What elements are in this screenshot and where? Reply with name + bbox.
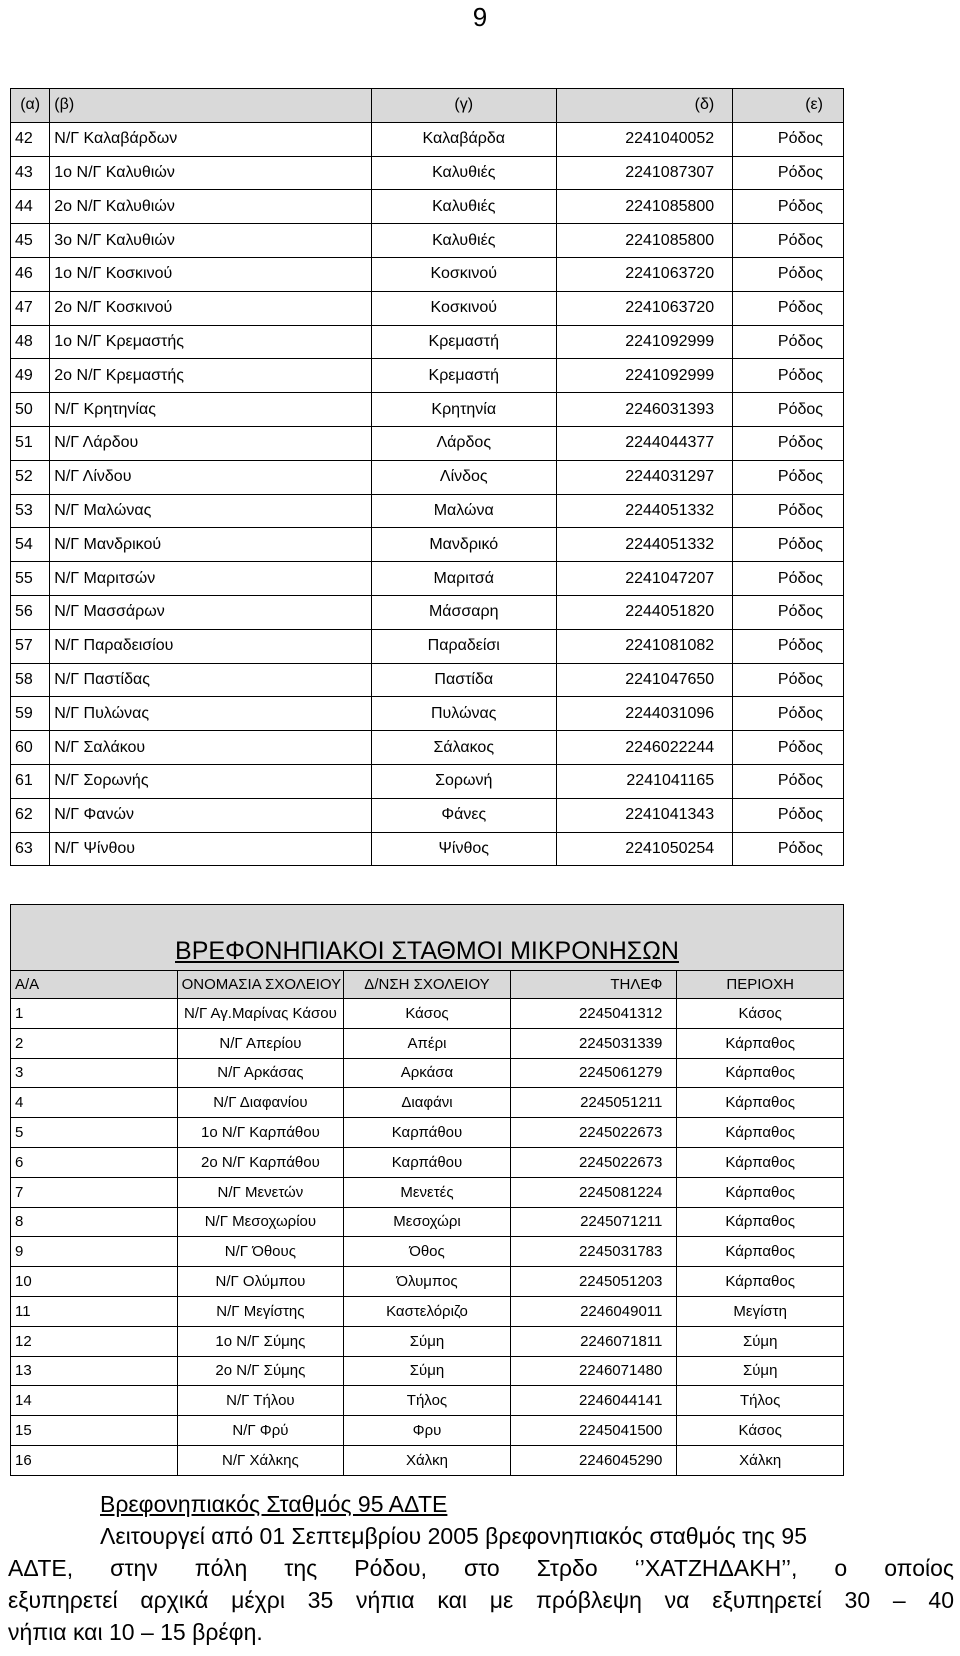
table-row (11, 731, 844, 765)
cell-location: Χάλκη (344, 1445, 511, 1475)
cell-name: Ν/Γ Διαφανίου (177, 1088, 344, 1118)
cell-name: Ν/Γ Μανδρικού (50, 528, 371, 562)
cell-number: 58 (11, 663, 50, 697)
cell-location: Μαριτσά (371, 562, 556, 596)
table-row (11, 663, 844, 697)
cell-number: 2 (11, 1028, 178, 1058)
cell-phone: 2246022244 (556, 731, 732, 765)
cell-name: Ν/Γ Φρύ (177, 1416, 344, 1446)
cell-number: 53 (11, 494, 50, 528)
table-row (11, 764, 844, 798)
cell-number: 44 (11, 190, 50, 224)
table-row (11, 697, 844, 731)
cell-number: 7 (11, 1177, 178, 1207)
cell-location: Μανδρικό (371, 528, 556, 562)
cell-location: Κρεμαστή (371, 359, 556, 393)
page-number: 9 (472, 2, 488, 32)
cell-area: Ρόδος (733, 359, 844, 393)
cell-location: Παραδείσι (371, 629, 556, 663)
column-header: ΟΝΟΜΑΣΙΑ ΣΧΟΛΕΙΟΥ (177, 971, 344, 999)
cell-area: Σύμη (677, 1326, 844, 1356)
table-row (11, 1326, 844, 1356)
cell-name: Ν/Γ Παραδεισίου (50, 629, 371, 663)
cell-number: 3 (11, 1058, 178, 1088)
cell-area: Κάρπαθος (677, 1207, 844, 1237)
cell-number: 15 (11, 1416, 178, 1446)
cell-location: Διαφάνι (344, 1088, 511, 1118)
cell-number: 49 (11, 359, 50, 393)
cell-area: Ρόδος (733, 697, 844, 731)
cell-name: Ν/Γ Αρκάσας (177, 1058, 344, 1088)
table-row (11, 291, 844, 325)
cell-phone: 2241047650 (556, 663, 732, 697)
kindergarten-table-islands (10, 904, 844, 1476)
cell-area: Ρόδος (733, 460, 844, 494)
table-row (11, 1028, 844, 1058)
cell-number: 6 (11, 1147, 178, 1177)
table-row (11, 190, 844, 224)
cell-name: Ν/Γ Αγ.Μαρίνας Κάσου (177, 999, 344, 1029)
cell-area: Ρόδος (733, 426, 844, 460)
cell-location: Καρπάθου (344, 1147, 511, 1177)
cell-phone: 2244051332 (556, 528, 732, 562)
cell-phone: 2244051820 (556, 595, 732, 629)
cell-area: Κάσος (677, 999, 844, 1029)
table-row (11, 1267, 844, 1297)
cell-number: 11 (11, 1296, 178, 1326)
cell-area: Ρόδος (733, 393, 844, 427)
table-row (11, 1177, 844, 1207)
cell-area: Κάρπαθος (677, 1118, 844, 1148)
table-row (11, 460, 844, 494)
cell-location: Σύμη (344, 1326, 511, 1356)
cell-name: Ν/Γ Σαλάκου (50, 731, 371, 765)
cell-name: Ν/Γ Φανών (50, 798, 371, 832)
cell-number: 42 (11, 122, 50, 156)
cell-number: 56 (11, 595, 50, 629)
cell-phone: 2246045290 (510, 1445, 677, 1475)
table-row (11, 359, 844, 393)
note-line: ΑΔΤΕ, στην πόλη της Ρόδου, στο Στρδο ‘’ΧΑΤΖΗΔΑΚΗ’’, ο οποίος (8, 1555, 954, 1581)
cell-name: 1ο Ν/Γ Σύμης (177, 1326, 344, 1356)
table-row (11, 1147, 844, 1177)
cell-number: 57 (11, 629, 50, 663)
table-header-row (11, 971, 844, 999)
cell-phone: 2244051332 (556, 494, 732, 528)
column-header: ΠΕΡΙΟΧΗ (677, 971, 844, 999)
cell-name: Ν/Γ Όθους (177, 1237, 344, 1267)
cell-area: Ρόδος (733, 325, 844, 359)
cell-area: Κάρπαθος (677, 1088, 844, 1118)
cell-phone: 2245022673 (510, 1147, 677, 1177)
table-title-row (11, 905, 844, 971)
cell-location: Αρκάσα (344, 1058, 511, 1088)
table-row (11, 1386, 844, 1416)
cell-area: Ρόδος (733, 663, 844, 697)
cell-number: 1 (11, 999, 178, 1029)
cell-phone: 2241040052 (556, 122, 732, 156)
table-row (11, 1445, 844, 1475)
table-row (11, 1058, 844, 1088)
cell-location: Κάσος (344, 999, 511, 1029)
cell-area: Κάρπαθος (677, 1237, 844, 1267)
cell-area: Ρόδος (733, 832, 844, 866)
cell-number: 54 (11, 528, 50, 562)
column-header: Δ/ΝΣΗ ΣΧΟΛΕΙΟΥ (344, 971, 511, 999)
table-row (11, 528, 844, 562)
table-row (11, 595, 844, 629)
cell-location: Καλυθιές (371, 224, 556, 258)
cell-phone: 2241063720 (556, 291, 732, 325)
cell-number: 12 (11, 1326, 178, 1356)
cell-area: Κάρπαθος (677, 1028, 844, 1058)
column-header: ΤΗΛΕΦ (510, 971, 677, 999)
cell-phone: 2244031297 (556, 460, 732, 494)
note-line: Λειτουργεί από 01 Σεπτεμβρίου 2005 βρεφονηπιακός σταθμός της 95 (100, 1523, 808, 1549)
table-row (11, 224, 844, 258)
cell-location: Κρεμαστή (371, 325, 556, 359)
cell-phone: 2245022673 (510, 1118, 677, 1148)
cell-location: Απέρι (344, 1028, 511, 1058)
cell-phone: 2244044377 (556, 426, 732, 460)
cell-number: 59 (11, 697, 50, 731)
cell-phone: 2245031339 (510, 1028, 677, 1058)
cell-location: Παστίδα (371, 663, 556, 697)
table-row (11, 325, 844, 359)
cell-phone: 2241047207 (556, 562, 732, 596)
table-row (11, 1088, 844, 1118)
table-row (11, 122, 844, 156)
cell-number: 16 (11, 1445, 178, 1475)
table-row (11, 1296, 844, 1326)
cell-name: Ν/Γ Μαριτσών (50, 562, 371, 596)
cell-phone: 2241041165 (556, 764, 732, 798)
cell-area: Ρόδος (733, 798, 844, 832)
table-row (11, 1416, 844, 1446)
cell-name: Ν/Γ Απερίου (177, 1028, 344, 1058)
cell-phone: 2241041343 (556, 798, 732, 832)
table-row (11, 1356, 844, 1386)
cell-location: Λάρδος (371, 426, 556, 460)
cell-location: Φάνες (371, 798, 556, 832)
cell-phone: 2245071211 (510, 1207, 677, 1237)
table-row (11, 832, 844, 866)
cell-area: Ρόδος (733, 528, 844, 562)
cell-location: Λίνδος (371, 460, 556, 494)
cell-location: Κρητηνία (371, 393, 556, 427)
cell-area: Κάρπαθος (677, 1058, 844, 1088)
column-header: (γ) (371, 89, 556, 123)
cell-phone: 2244031096 (556, 697, 732, 731)
cell-number: 13 (11, 1356, 178, 1386)
kindergarten-table-rhodes (10, 88, 844, 866)
column-header: (ε) (733, 89, 844, 123)
cell-number: 46 (11, 257, 50, 291)
cell-phone: 2246071811 (510, 1326, 677, 1356)
cell-number: 62 (11, 798, 50, 832)
cell-area: Ρόδος (733, 122, 844, 156)
cell-area: Ρόδος (733, 156, 844, 190)
column-header: (α) (11, 89, 50, 123)
cell-number: 55 (11, 562, 50, 596)
table-row (11, 1207, 844, 1237)
cell-name: Ν/Γ Μεγίστης (177, 1296, 344, 1326)
cell-area: Χάλκη (677, 1445, 844, 1475)
cell-phone: 2241092999 (556, 325, 732, 359)
cell-name: Ν/Γ Μεσοχωρίου (177, 1207, 344, 1237)
cell-area: Ρόδος (733, 595, 844, 629)
cell-area: Ρόδος (733, 291, 844, 325)
cell-area: Τήλος (677, 1386, 844, 1416)
cell-area: Ρόδος (733, 562, 844, 596)
cell-name: Ν/Γ Καλαβάρδων (50, 122, 371, 156)
table-row (11, 257, 844, 291)
table-title-cell (11, 905, 844, 971)
cell-location: Κοσκινού (371, 291, 556, 325)
cell-number: 4 (11, 1088, 178, 1118)
cell-phone: 2245031783 (510, 1237, 677, 1267)
table-title: ΒΡΕΦΟΝΗΠΙΑΚΟΙ ΣΤΑΘΜΟΙ ΜΙΚΡΟΝΗΣΩΝ (175, 937, 679, 965)
cell-location: Ψίνθος (371, 832, 556, 866)
table-row (11, 494, 844, 528)
cell-number: 43 (11, 156, 50, 190)
cell-location: Καρπάθου (344, 1118, 511, 1148)
note-section (8, 1488, 954, 1648)
note-line: εξυπηρετεί αρχικά μέχρι 35 νήπια και με πρόβλεψη να εξυπηρετεί 30 – 40 (8, 1587, 954, 1613)
cell-number: 8 (11, 1207, 178, 1237)
table-row (11, 1237, 844, 1267)
cell-phone: 2241085800 (556, 224, 732, 258)
table-row (11, 426, 844, 460)
cell-name: Ν/Γ Κρητηνίας (50, 393, 371, 427)
cell-area: Κάρπαθος (677, 1267, 844, 1297)
cell-number: 45 (11, 224, 50, 258)
cell-location: Μεσοχώρι (344, 1207, 511, 1237)
cell-phone: 2241087307 (556, 156, 732, 190)
cell-area: Κάσος (677, 1416, 844, 1446)
cell-area: Ρόδος (733, 494, 844, 528)
table-row (11, 156, 844, 190)
cell-phone: 2245051203 (510, 1267, 677, 1297)
cell-area: Ρόδος (733, 629, 844, 663)
cell-name: Ν/Γ Μαλώνας (50, 494, 371, 528)
cell-location: Καλυθιές (371, 190, 556, 224)
cell-area: Ρόδος (733, 764, 844, 798)
cell-location: Όθος (344, 1237, 511, 1267)
cell-name: 1ο Ν/Γ Κρεμαστής (50, 325, 371, 359)
cell-location: Φρυ (344, 1416, 511, 1446)
cell-location: Μενετές (344, 1177, 511, 1207)
cell-location: Κοσκινού (371, 257, 556, 291)
cell-area: Ρόδος (733, 731, 844, 765)
cell-location: Καλαβάρδα (371, 122, 556, 156)
cell-area: Μεγίστη (677, 1296, 844, 1326)
cell-phone: 2245041500 (510, 1416, 677, 1446)
table-row (11, 562, 844, 596)
table-row (11, 798, 844, 832)
cell-name: 2ο Ν/Γ Σύμης (177, 1356, 344, 1386)
cell-name: Ν/Γ Μενετών (177, 1177, 344, 1207)
cell-location: Καλυθιές (371, 156, 556, 190)
cell-phone: 2241050254 (556, 832, 732, 866)
cell-phone: 2241063720 (556, 257, 732, 291)
cell-area: Ρόδος (733, 257, 844, 291)
cell-phone: 2246044141 (510, 1386, 677, 1416)
cell-phone: 2245051211 (510, 1088, 677, 1118)
cell-location: Μάσσαρη (371, 595, 556, 629)
cell-location: Τήλος (344, 1386, 511, 1416)
note-line: νήπια και 10 – 15 βρέφη. (8, 1619, 263, 1645)
cell-name: Ν/Γ Παστίδας (50, 663, 371, 697)
cell-name: 2ο Ν/Γ Κοσκινού (50, 291, 371, 325)
cell-number: 60 (11, 731, 50, 765)
cell-phone: 2245061279 (510, 1058, 677, 1088)
cell-phone: 2245081224 (510, 1177, 677, 1207)
cell-phone: 2246031393 (556, 393, 732, 427)
table-row (11, 1118, 844, 1148)
cell-area: Κάρπαθος (677, 1147, 844, 1177)
column-header: (β) (50, 89, 371, 123)
cell-name: 3ο Ν/Γ Καλυθιών (50, 224, 371, 258)
cell-name: 2ο Ν/Γ Καρπάθου (177, 1147, 344, 1177)
note-heading: Βρεφονηπιακός Σταθμός 95 ΑΔΤΕ (100, 1491, 448, 1517)
cell-number: 9 (11, 1237, 178, 1267)
cell-phone: 2241081082 (556, 629, 732, 663)
table-header-row (11, 89, 844, 123)
cell-name: 1ο Ν/Γ Καρπάθου (177, 1118, 344, 1148)
cell-name: Ν/Γ Λίνδου (50, 460, 371, 494)
cell-location: Σάλακος (371, 731, 556, 765)
cell-location: Όλυμπος (344, 1267, 511, 1297)
cell-area: Ρόδος (733, 224, 844, 258)
cell-number: 10 (11, 1267, 178, 1297)
table-row (11, 999, 844, 1029)
cell-name: 2ο Ν/Γ Καλυθιών (50, 190, 371, 224)
cell-name: Ν/Γ Πυλώνας (50, 697, 371, 731)
column-header: Α/Α (11, 971, 178, 999)
cell-name: Ν/Γ Μασσάρων (50, 595, 371, 629)
cell-phone: 2241092999 (556, 359, 732, 393)
cell-area: Σύμη (677, 1356, 844, 1386)
cell-number: 48 (11, 325, 50, 359)
cell-location: Μαλώνα (371, 494, 556, 528)
cell-number: 63 (11, 832, 50, 866)
cell-name: Ν/Γ Ολύμπου (177, 1267, 344, 1297)
cell-phone: 2245041312 (510, 999, 677, 1029)
cell-number: 5 (11, 1118, 178, 1148)
cell-location: Σύμη (344, 1356, 511, 1386)
cell-name: Ν/Γ Ψίνθου (50, 832, 371, 866)
cell-number: 52 (11, 460, 50, 494)
table-row (11, 393, 844, 427)
cell-name: 2ο Ν/Γ Κρεμαστής (50, 359, 371, 393)
cell-name: Ν/Γ Τήλου (177, 1386, 344, 1416)
cell-phone: 2246071480 (510, 1356, 677, 1386)
cell-number: 61 (11, 764, 50, 798)
cell-location: Πυλώνας (371, 697, 556, 731)
cell-location: Σορωνή (371, 764, 556, 798)
cell-name: 1ο Ν/Γ Καλυθιών (50, 156, 371, 190)
cell-location: Καστελόριζο (344, 1296, 511, 1326)
cell-name: Ν/Γ Λάρδου (50, 426, 371, 460)
cell-number: 51 (11, 426, 50, 460)
cell-name: 1ο Ν/Γ Κοσκινού (50, 257, 371, 291)
table-row (11, 629, 844, 663)
cell-name: Ν/Γ Χάλκης (177, 1445, 344, 1475)
cell-number: 50 (11, 393, 50, 427)
cell-phone: 2241085800 (556, 190, 732, 224)
column-header: (δ) (556, 89, 732, 123)
cell-name: Ν/Γ Σορωνής (50, 764, 371, 798)
cell-number: 14 (11, 1386, 178, 1416)
cell-area: Κάρπαθος (677, 1177, 844, 1207)
cell-area: Ρόδος (733, 190, 844, 224)
cell-number: 47 (11, 291, 50, 325)
cell-phone: 2246049011 (510, 1296, 677, 1326)
